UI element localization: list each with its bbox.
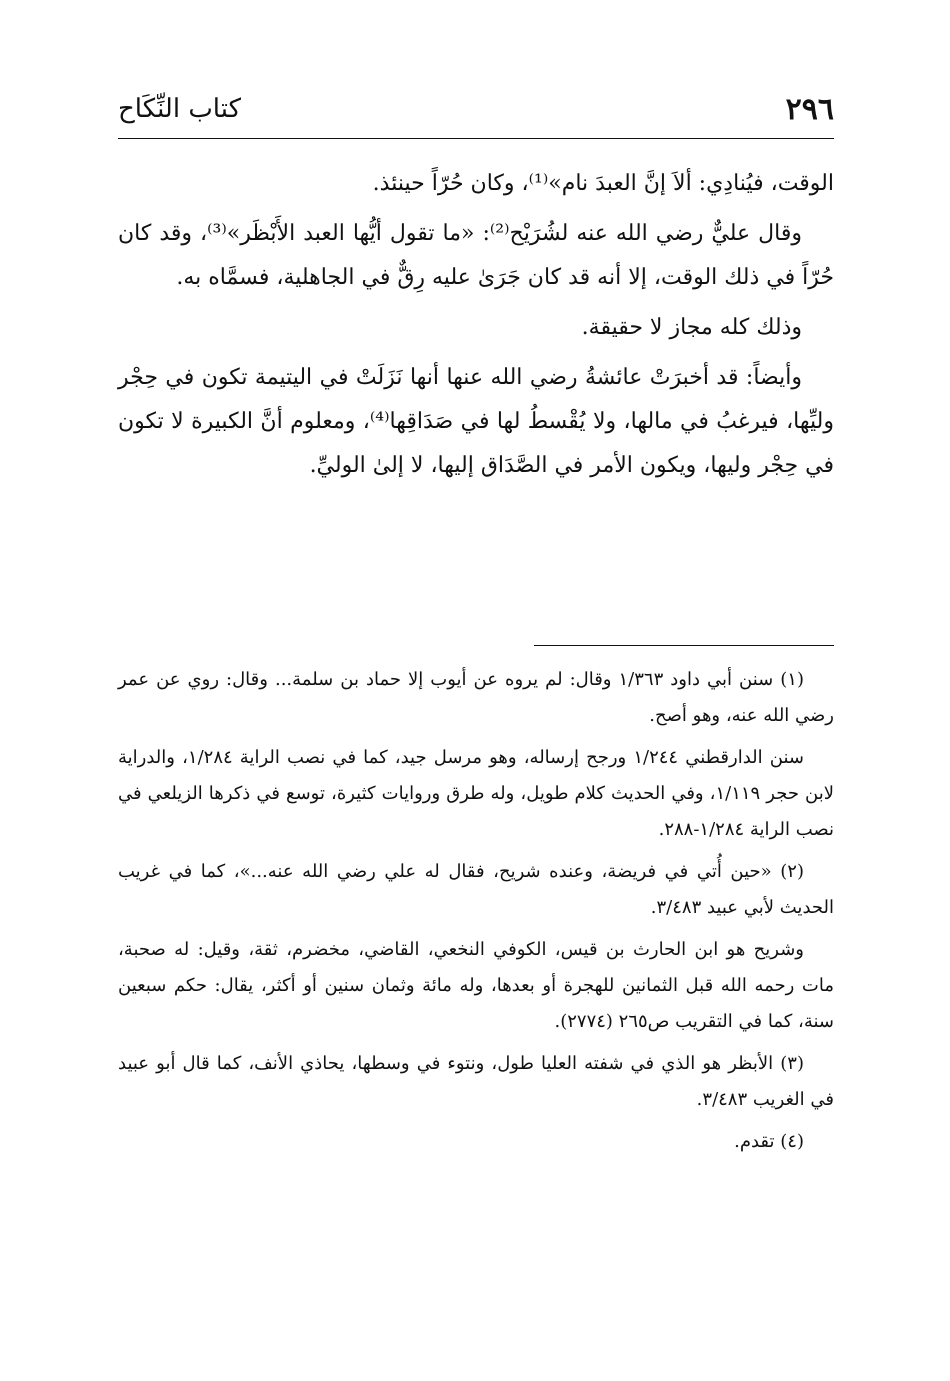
footnote-divider bbox=[534, 645, 834, 646]
footnote: وشريح هو ابن الحارث بن قيس، الكوفي النخعي، القاضي، مخضرم، ثقة، وقيل: له صحبة، مات رحمه الله قبل الثمانين للهجرة أو بعدها، وله مائة وثمان سنين أو أكثر، يقال: حكم سبعين سنة، كما في التقريب ص٢٦٥ (٢٧٧٤). bbox=[118, 939, 834, 1032]
body-paragraph: وقال عليٌّ رضي الله عنه لشُرَيْح⁽²⁾: «ما تقول أيُّها العبد الأَبْظَر»⁽³⁾، وقد كان حُرّاً في ذلك الوقت، إلا أنه قد كان جَرَىٰ عليه رِقٌّ في الجاهلية، فسمَّاه به. bbox=[118, 221, 834, 290]
main-text bbox=[118, 162, 834, 494]
body-paragraph: وذلك كله مجاز لا حقيقة. bbox=[581, 315, 802, 340]
body-paragraph: وأيضاً: قد أخبرَتْ عائشةُ رضي الله عنها أنها نَزَلَتْ في اليتيمة تكون في حِجْر وليِّها، فيرغبُ في مالها، ولا يُقْسطُ لها في صَدَاقِها⁽⁴⁾، ومعلوم أنَّ الكبيرة لا تكون في حِجْر وليها، ويكون الأمر في الصَّدَاق إليها، لا إلىٰ الوليِّ. bbox=[118, 365, 834, 478]
footnote: سنن الدارقطني ١/٢٤٤ ورجح إرساله، وهو مرسل جيد، كما في نصب الراية ١/٢٨٤، والدراية لابن حجر ١/١١٩، وفي الحديث كلام طويل، وله طرق وروايات كثيرة، توسع في ذكرها الزيلعي في نصب الراية ١/٢٨٤-٢٨٨. bbox=[118, 747, 834, 840]
running-title: كتاب النِّكَاح bbox=[118, 94, 241, 124]
footnote: (٢) «حين أُتي في فريضة، وعنده شريح، فقال له علي رضي الله عنه...»، كما في غريب الحديث لأبي عبيد ٣/٤٨٣. bbox=[118, 861, 834, 918]
footnote: (١) سنن أبي داود ١/٣٦٣ وقال: لم يروه عن أيوب إلا حماد بن سلمة... وقال: روي عن عمر رضي الله عنه، وهو أصح. bbox=[118, 669, 834, 726]
body-paragraph: الوقت، فيُنادِي: ألاَ إنَّ العبدَ نام»⁽¹⁾، وكان حُرّاً حينئذ. bbox=[372, 171, 834, 196]
header-divider bbox=[118, 138, 834, 139]
footnote: (٤) تقدم. bbox=[734, 1131, 804, 1152]
footnote: (٣) الأبظر هو الذي في شفته العليا طول، ونتوء في وسطها، يحاذي الأنف، كما قال أبو عبيد في الغريب ٣/٤٨٣. bbox=[118, 1053, 834, 1110]
footnotes bbox=[118, 662, 834, 1166]
page-header bbox=[118, 90, 834, 136]
page-number: ٢٩٦ bbox=[785, 92, 834, 127]
